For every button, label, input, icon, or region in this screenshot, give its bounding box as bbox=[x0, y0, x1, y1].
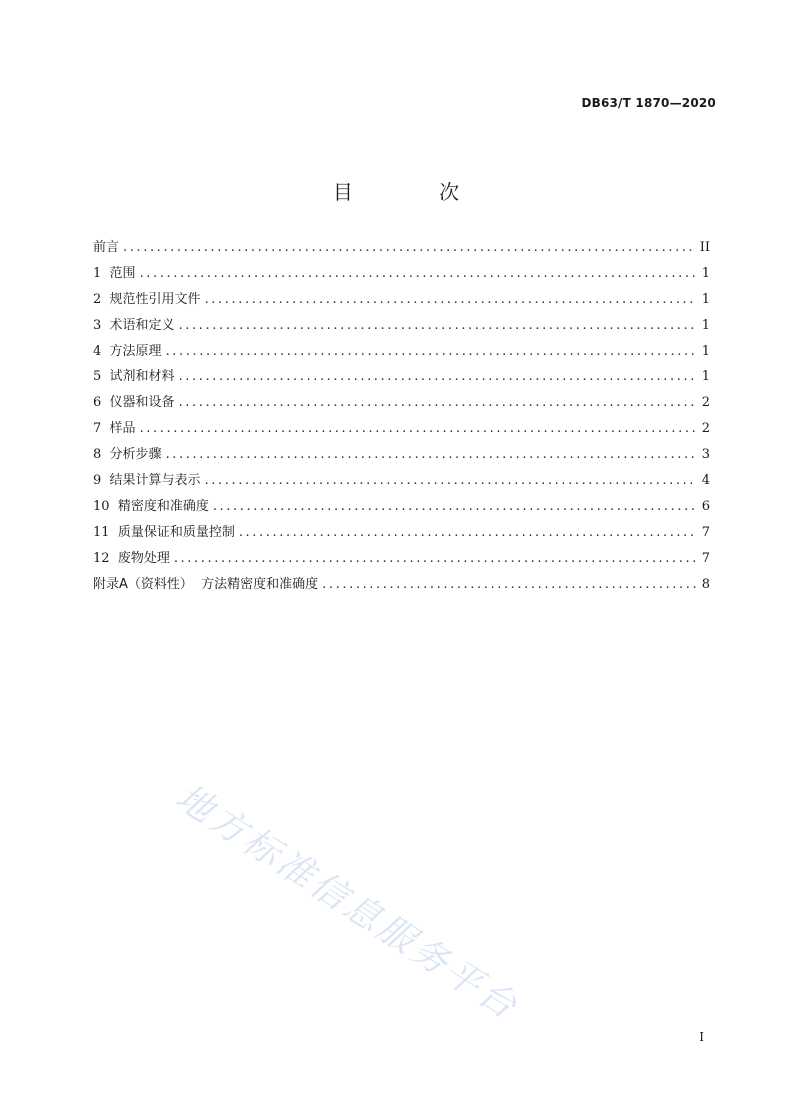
toc-leader-dots bbox=[179, 393, 696, 413]
toc-entry-number: 11 bbox=[93, 524, 118, 540]
toc-entry-title: 样品 bbox=[109, 421, 136, 437]
toc-entry-analysis-steps[interactable] bbox=[93, 445, 710, 471]
toc-entry-method-principle[interactable] bbox=[93, 342, 710, 368]
toc-entry-page: 1 bbox=[701, 291, 710, 307]
toc-entry-page: 7 bbox=[701, 524, 710, 540]
toc-entry-title: 废物处理 bbox=[117, 550, 170, 566]
toc-entry-title: 规范性引用文件 bbox=[109, 291, 201, 307]
toc-entry-page: 6 bbox=[701, 498, 710, 514]
toc-entry-title: 范围 bbox=[109, 265, 136, 281]
toc-entry-number: 5 bbox=[93, 369, 110, 385]
toc-entry-title: 质量保证和质量控制 bbox=[117, 524, 235, 540]
toc-entry-instruments-equipment[interactable] bbox=[93, 393, 710, 419]
toc-entry-title: 方法原理 bbox=[109, 343, 162, 359]
toc-leader-dots bbox=[205, 290, 696, 310]
toc-entry-page: 2 bbox=[701, 421, 710, 437]
toc-entry-samples[interactable] bbox=[93, 419, 710, 445]
toc-entry-title: 仪器和设备 bbox=[109, 395, 175, 411]
toc-leader-dots bbox=[213, 497, 696, 517]
toc-entry-number: 1 bbox=[93, 265, 110, 281]
toc-entry-scope[interactable] bbox=[93, 264, 710, 290]
toc-entry-title: 术语和定义 bbox=[109, 317, 175, 333]
toc-leader-dots bbox=[166, 445, 696, 465]
toc-leader-dots bbox=[166, 342, 696, 362]
toc-entry-number: 9 bbox=[93, 473, 110, 489]
toc-entry-terms-definitions[interactable] bbox=[93, 316, 710, 342]
toc-entry-page: 2 bbox=[701, 395, 710, 411]
toc-entry-page: 8 bbox=[701, 576, 710, 592]
toc-entry-title: 前言 bbox=[93, 240, 120, 255]
toc-leader-dots bbox=[179, 367, 696, 387]
toc-entry-page: 1 bbox=[701, 317, 710, 333]
toc-entry-title: 试剂和材料 bbox=[109, 369, 175, 385]
toc-entry-number: 7 bbox=[93, 421, 110, 437]
toc-leader-dots bbox=[179, 316, 696, 336]
standard-number: DB63/T 1870—2020 bbox=[581, 96, 716, 110]
watermark: 地方标准信息服务平台 bbox=[168, 776, 527, 1029]
toc-entry-number: 3 bbox=[93, 317, 110, 333]
toc-entry-page: 7 bbox=[701, 550, 710, 566]
toc-entry-normative-references[interactable] bbox=[93, 290, 710, 316]
toc-entry-number: 8 bbox=[93, 447, 110, 463]
toc-leader-dots bbox=[239, 523, 696, 543]
toc-leader-dots bbox=[140, 264, 696, 284]
toc-leader-dots bbox=[205, 471, 696, 491]
toc-entry-waste-disposal[interactable] bbox=[93, 549, 710, 575]
toc-leader-dots bbox=[322, 575, 696, 595]
toc-entry-page: 1 bbox=[701, 265, 710, 281]
toc-entry-page: 1 bbox=[701, 369, 710, 385]
toc-title: 目 次 bbox=[332, 180, 500, 204]
toc-entry-number: 2 bbox=[93, 291, 110, 307]
toc-entry-title: 附录A（资料性） 方法精密度和准确度 bbox=[93, 576, 319, 592]
toc-leader-dots bbox=[123, 238, 694, 258]
toc-entry-number: 10 bbox=[93, 498, 118, 514]
toc-leader-dots bbox=[140, 419, 696, 439]
toc-leader-dots bbox=[174, 549, 696, 569]
table-of-contents bbox=[93, 238, 710, 600]
toc-entry-title: 精密度和准确度 bbox=[117, 498, 209, 514]
toc-entry-page: 1 bbox=[701, 343, 710, 359]
toc-entry-appendix-a[interactable] bbox=[93, 575, 710, 601]
toc-entry-number: 4 bbox=[93, 343, 110, 359]
toc-entry-reagents-materials[interactable] bbox=[93, 367, 710, 393]
toc-entry-page: 4 bbox=[701, 473, 710, 489]
toc-entry-quality-assurance[interactable] bbox=[93, 523, 710, 549]
toc-entry-title: 分析步骤 bbox=[109, 447, 162, 463]
toc-entry-title: 结果计算与表示 bbox=[109, 473, 201, 489]
toc-entry-foreword[interactable] bbox=[93, 238, 710, 264]
toc-entry-page: 3 bbox=[701, 447, 710, 463]
toc-entry-page: II bbox=[699, 240, 710, 255]
toc-entry-number: 6 bbox=[93, 395, 110, 411]
toc-entry-result-calculation[interactable] bbox=[93, 471, 710, 497]
page-number: I bbox=[699, 1030, 704, 1044]
toc-entry-number: 12 bbox=[93, 550, 118, 566]
toc-entry-precision-accuracy[interactable] bbox=[93, 497, 710, 523]
